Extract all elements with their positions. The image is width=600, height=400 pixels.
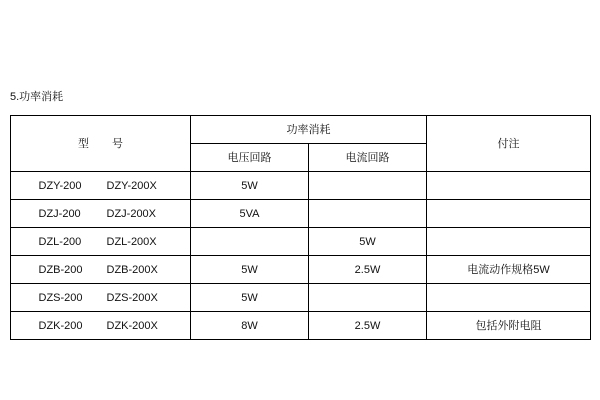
model-code-primary: DZY-200 [38, 179, 82, 192]
model-code-primary: DZJ-200 [38, 207, 81, 220]
model-code-primary: DZK-200 [38, 319, 83, 332]
cell-current-circuit [309, 284, 427, 312]
table-row [11, 312, 591, 340]
cell-note [427, 172, 591, 200]
column-header-power-consumption: 功率消耗 [191, 116, 427, 144]
model-code-secondary: DZB-200X [106, 263, 158, 276]
power-consumption-table-wrapper [10, 115, 590, 340]
model-code-secondary: DZJ-200X [106, 207, 157, 220]
table-row [11, 200, 591, 228]
column-header-current-circuit: 电流回路 [309, 144, 427, 172]
model-code-secondary: DZY-200X [106, 179, 157, 192]
table-row [11, 172, 591, 200]
cell-model [11, 172, 191, 200]
table-body [11, 172, 591, 340]
cell-voltage-circuit: 5W [191, 172, 309, 200]
cell-model [11, 228, 191, 256]
cell-current-circuit [309, 172, 427, 200]
cell-note [427, 228, 591, 256]
cell-note: 包括外附电阻 [427, 312, 591, 340]
cell-current-circuit: 5W [309, 228, 427, 256]
column-header-voltage-circuit: 电压回路 [191, 144, 309, 172]
cell-current-circuit [309, 200, 427, 228]
table-header-row-1 [11, 116, 591, 144]
model-code-primary: DZS-200 [38, 291, 83, 304]
cell-note [427, 200, 591, 228]
power-consumption-table [10, 115, 591, 340]
cell-note: 电流动作规格5W [427, 256, 591, 284]
cell-voltage-circuit: 5W [191, 284, 309, 312]
cell-note [427, 284, 591, 312]
cell-model [11, 256, 191, 284]
model-code-primary: DZL-200 [38, 235, 82, 248]
table-row [11, 284, 591, 312]
model-code-secondary: DZL-200X [106, 235, 157, 248]
cell-voltage-circuit: 5W [191, 256, 309, 284]
cell-model [11, 284, 191, 312]
table-row [11, 228, 591, 256]
column-header-model [11, 116, 191, 172]
column-header-note: 付注 [427, 116, 591, 172]
table-row [11, 256, 591, 284]
cell-voltage-circuit: 8W [191, 312, 309, 340]
model-code-primary: DZB-200 [38, 263, 83, 276]
cell-model [11, 312, 191, 340]
model-code-secondary: DZK-200X [106, 319, 158, 332]
column-header-model-label: 型 号 [78, 137, 129, 150]
cell-voltage-circuit: 5VA [191, 200, 309, 228]
section-title: 5.功率消耗 [10, 91, 64, 103]
cell-model [11, 200, 191, 228]
cell-voltage-circuit [191, 228, 309, 256]
cell-current-circuit: 2.5W [309, 312, 427, 340]
cell-current-circuit: 2.5W [309, 256, 427, 284]
model-code-secondary: DZS-200X [106, 291, 158, 304]
table-header [11, 116, 591, 172]
